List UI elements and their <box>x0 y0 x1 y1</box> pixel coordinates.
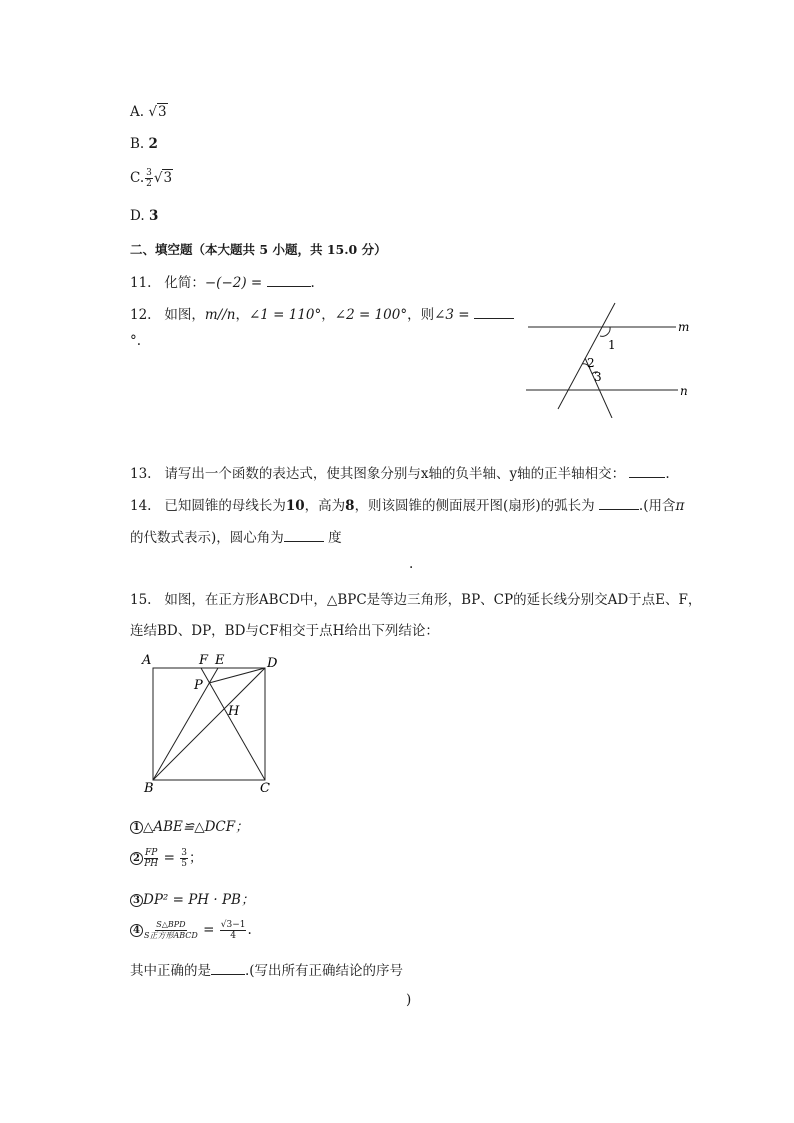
choice-c-sqrt: √3 <box>153 170 173 186</box>
label-E: E <box>215 653 225 668</box>
circled-number-4: 4 <box>130 924 143 937</box>
circled-number-1: 1 <box>130 821 143 834</box>
question-12-line2: °. <box>130 333 142 349</box>
label-angle-3: 3 <box>594 370 602 384</box>
conclusion-3: 3 DP² = PH · PB； <box>130 888 254 908</box>
question-number: 11. <box>130 275 152 291</box>
parallel-lines-figure <box>520 298 700 418</box>
choice-d-value: 3 <box>148 208 159 224</box>
conclusion-4: 4 $\frac{\text{S△BPD}}{\text{S正方形ABCD}}$ = $\frac{√3-1}{4}$ . <box>130 920 252 941</box>
choice-d <box>130 208 158 224</box>
question-15: 15. 如图，在正方形ABCD中，△BPC是等边三角形，BP、CP的延长线分别交AD于点E、F， <box>130 592 702 608</box>
answer-blank[interactable] <box>267 273 311 288</box>
choice-b-value: 2 <box>148 136 158 152</box>
ratio-fp-ph: $\frac{FP}{PH}$ <box>144 848 159 869</box>
diagonal-bd <box>153 668 265 780</box>
section-heading: 二、填空题（本大题共 5 小题，共 15.0 分） <box>130 242 387 257</box>
question-13: 13. 请写出一个函数的表达式，使其图象分别与x轴的负半轴、y轴的正半轴相交： . <box>130 462 670 482</box>
answer-blank[interactable] <box>629 464 665 479</box>
question-11: 11. 化简：−(−2) = . <box>130 271 315 291</box>
conclusion-1: 1 △ABE≌△DCF； <box>130 815 249 835</box>
answer-blank[interactable] <box>211 961 245 976</box>
line-dp <box>209 668 265 683</box>
label-angle-1: 1 <box>608 338 616 352</box>
line-be <box>153 668 218 780</box>
label-B: B <box>144 781 154 796</box>
line-cf <box>201 668 265 780</box>
question-14-line2: 的代数式表示)，圆心角为 度 <box>130 526 342 546</box>
label-A: A <box>142 653 152 668</box>
label-P: P <box>194 678 203 693</box>
question-number: 14. <box>130 498 152 514</box>
choice-a-value: √3 <box>148 104 167 120</box>
question-15-line2: 连结BD、DP，BD与CF相交于点H给出下列结论： <box>130 623 439 639</box>
area-ratio: $\frac{\text{S△BPD}}{\text{S正方形ABCD}}$ <box>144 920 198 940</box>
question-number: 15. <box>130 592 152 608</box>
question-12: 12. 如图，m//n，∠1 = 110°，∠2 = 100°，则∠3 = <box>130 303 514 323</box>
label-H: H <box>228 704 240 719</box>
answer-blank[interactable] <box>599 496 639 511</box>
label-F: F <box>199 653 209 668</box>
circled-number-2: 2 <box>130 852 143 865</box>
answer-blank[interactable] <box>284 528 324 543</box>
choice-c <box>130 168 173 189</box>
ratio-value: $\frac{3}{5}$ <box>181 848 187 869</box>
closing-paren: ) <box>406 992 412 1008</box>
label-C: C <box>260 781 270 796</box>
label-angle-2: 2 <box>587 356 595 370</box>
label-n: n <box>680 384 688 398</box>
label-D: D <box>267 656 278 671</box>
label-m: m <box>678 320 690 334</box>
question-14: 14. 已知圆锥的母线长为10，高为8，则该圆锥的侧面展开图(扇形)的弧长为 .(用含π <box>130 494 684 514</box>
choice-a <box>130 104 168 120</box>
answer-prompt: 其中正确的是 .(写出所有正确结论的序号 <box>130 959 403 979</box>
choice-a-label: A. <box>130 104 145 120</box>
stray-dot: . <box>409 556 414 572</box>
choice-b <box>130 136 158 152</box>
question-number: 13. <box>130 466 152 482</box>
square-figure <box>136 650 286 798</box>
choice-d-label: D. <box>130 208 145 224</box>
circled-number-3: 3 <box>130 894 143 907</box>
answer-blank[interactable] <box>474 305 514 320</box>
question-number: 12. <box>130 307 152 323</box>
choice-c-fraction: $\frac{3}{2}$ <box>146 168 152 189</box>
area-ratio-value: $\frac{√3-1}{4}$ <box>220 920 246 941</box>
choice-c-label: C. <box>130 170 145 186</box>
choice-b-label: B. <box>130 136 145 152</box>
conclusion-2: 2 $\frac{FP}{PH}$ = $\frac{3}{5}$ ； <box>130 846 202 869</box>
